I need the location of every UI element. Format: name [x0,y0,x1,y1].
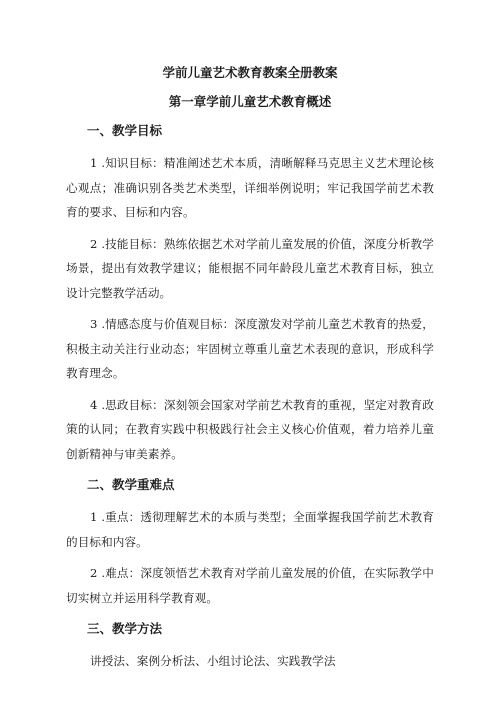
section-heading-teaching-methods: 三、教学方法 [87,621,163,636]
section-heading-key-difficult-points: 二、教学重难点 [87,477,175,492]
objective-ideology-paragraph: 4 .思政目标：深刻领会国家对学前艺术教育的重视，坚定对教育政策的认同；在教育实践中积极践行社会主义核心价值观，着力培养儿童创新精神与审美素养。 [66,397,434,461]
objective-knowledge-paragraph: 1 .知识目标：精准阐述艺术本质，清晰解释马克思主义艺术理论核心观点；准确识别各类艺术类型，详细举例说明；牢记我国学前艺术教育的要求、目标和内容。 [66,156,434,219]
key-point-paragraph: 1 .重点：透彻理解艺术的本质与类型；全面掌握我国学前艺术教育的目标和内容。 [66,510,434,549]
difficult-point-paragraph: 2 .难点：深度领悟艺术教育对学前儿童发展的价值，在实际教学中切实树立并运用科学教育观。 [66,566,434,605]
document-title: 学前儿童艺术教育教案全册教案 [162,65,338,80]
teaching-methods-paragraph: 讲授法、案例分析法、小组讨论法、实践教学法 [90,654,336,668]
chapter-title: 第一章学前儿童艺术教育概述 [168,94,332,109]
objective-skill-paragraph: 2 .技能目标：熟练依据艺术对学前儿童发展的价值，深度分析教学场景，提出有效教学建议；能根据不同年龄段儿童艺术教育目标，独立设计完整教学活动。 [66,236,434,300]
section-heading-teaching-objectives: 一、教学目标 [87,123,163,138]
objective-attitude-paragraph: 3 .情感态度与价值观目标：深度激发对学前儿童艺术教育的热爱，积极主动关注行业动态；牢固树立尊重儿童艺术表现的意识，形成科学教育理念。 [66,317,434,380]
